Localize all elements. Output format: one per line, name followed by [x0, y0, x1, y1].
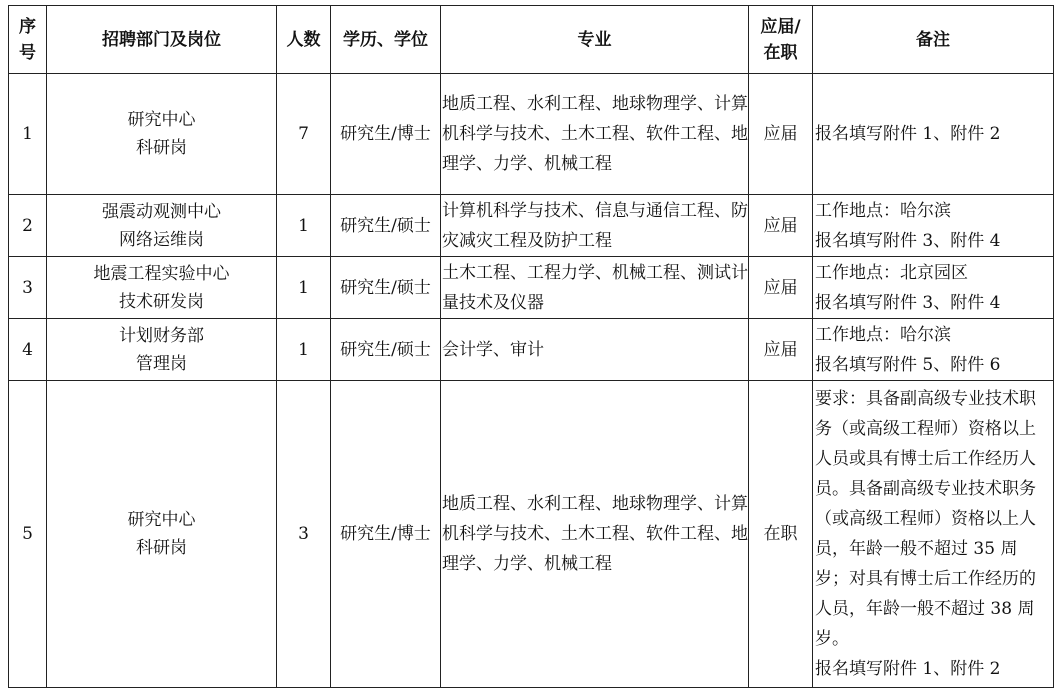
cell-count: 1: [277, 257, 331, 319]
cell-dept: [47, 319, 277, 381]
cell-degree: 研究生/硕士: [331, 195, 441, 257]
header-major: 专业: [441, 6, 749, 74]
header-degree: 学历、学位: [331, 6, 441, 74]
cell-dept: [47, 195, 277, 257]
cell-degree: 研究生/硕士: [331, 257, 441, 319]
cell-dept: [47, 257, 277, 319]
cell-dept: [47, 74, 277, 195]
cell-major: 计算机科学与技术、信息与通信工程、防灾减灾工程及防护工程: [441, 195, 749, 257]
header-row: [9, 6, 1054, 74]
note-line: 报名填写附件 1、附件 2: [815, 659, 1001, 679]
header-status: 应届/ 在职: [749, 6, 813, 74]
cell-count: 1: [277, 195, 331, 257]
note-line: 报名填写附件 3、附件 4: [815, 230, 1001, 251]
table-row: [9, 319, 1054, 381]
cell-major: 土木工程、工程力学、机械工程、测试计量技术及仪器: [441, 257, 749, 319]
dept-line: 科研岗: [136, 138, 187, 158]
header-dept: 招聘部门及岗位: [47, 6, 277, 74]
note-line: 报名填写附件 5、附件 6: [815, 354, 1001, 375]
cell-note: [813, 257, 1054, 319]
cell-count: 7: [277, 74, 331, 195]
header-note: 备注: [813, 6, 1054, 74]
cell-count: 1: [277, 319, 331, 381]
note-line: 报名填写附件 1、附件 2: [815, 124, 1001, 144]
table-row: [9, 74, 1054, 195]
cell-status: 在职: [749, 381, 813, 688]
cell-status: 应届: [749, 257, 813, 319]
dept-line: 计划财务部: [119, 325, 204, 346]
cell-major: 地质工程、水利工程、地球物理学、计算机科学与技术、土木工程、软件工程、地理学、力学、机械工程: [441, 381, 749, 688]
cell-degree: 研究生/博士: [331, 381, 441, 688]
table-row: [9, 195, 1054, 257]
note-line: 报名填写附件 3、附件 4: [815, 292, 1001, 313]
note-line: 工作地点：哈尔滨: [815, 200, 951, 221]
table-row: [9, 257, 1054, 319]
note-line: 要求：具备副高级专业技术职务（或高级工程师）资格以上人员或具有博士后工作经历人员。具备副高级专业技术职务（或高级工程师）资格以上人员，年龄一般不超过 35 周岁；对具有博士后工作经历的人员，年龄一般不超过 38 周岁。: [815, 389, 1036, 649]
cell-note: [813, 74, 1054, 195]
cell-seq: 5: [9, 381, 47, 688]
dept-line: 研究中心: [127, 510, 196, 530]
cell-seq: 2: [9, 195, 47, 257]
cell-major: 地质工程、水利工程、地球物理学、计算机科学与技术、土木工程、软件工程、地理学、力学、机械工程: [441, 74, 749, 195]
dept-line: 科研岗: [136, 538, 187, 558]
dept-line: 管理岗: [136, 353, 187, 374]
dept-line: 技术研发岗: [119, 291, 204, 312]
note-line: 工作地点：哈尔滨: [815, 324, 951, 345]
cell-note: [813, 195, 1054, 257]
cell-status: 应届: [749, 74, 813, 195]
dept-line: 强震动观测中心: [102, 201, 221, 222]
cell-seq: 1: [9, 74, 47, 195]
cell-count: 3: [277, 381, 331, 688]
cell-status: 应届: [749, 195, 813, 257]
cell-note: [813, 319, 1054, 381]
cell-note: [813, 381, 1054, 688]
cell-seq: 3: [9, 257, 47, 319]
cell-degree: 研究生/硕士: [331, 319, 441, 381]
cell-seq: 4: [9, 319, 47, 381]
dept-line: 研究中心: [127, 110, 196, 130]
note-line: 工作地点：北京园区: [815, 262, 968, 283]
cell-degree: 研究生/博士: [331, 74, 441, 195]
cell-dept: [47, 381, 277, 688]
recruitment-table: [8, 5, 1054, 688]
dept-line: 网络运维岗: [119, 229, 204, 250]
cell-major: 会计学、审计: [441, 319, 749, 381]
cell-status: 应届: [749, 319, 813, 381]
header-seq: 序 号: [9, 6, 47, 74]
table-row: [9, 381, 1054, 688]
header-count: 人数: [277, 6, 331, 74]
dept-line: 地震工程实验中心: [93, 263, 230, 284]
